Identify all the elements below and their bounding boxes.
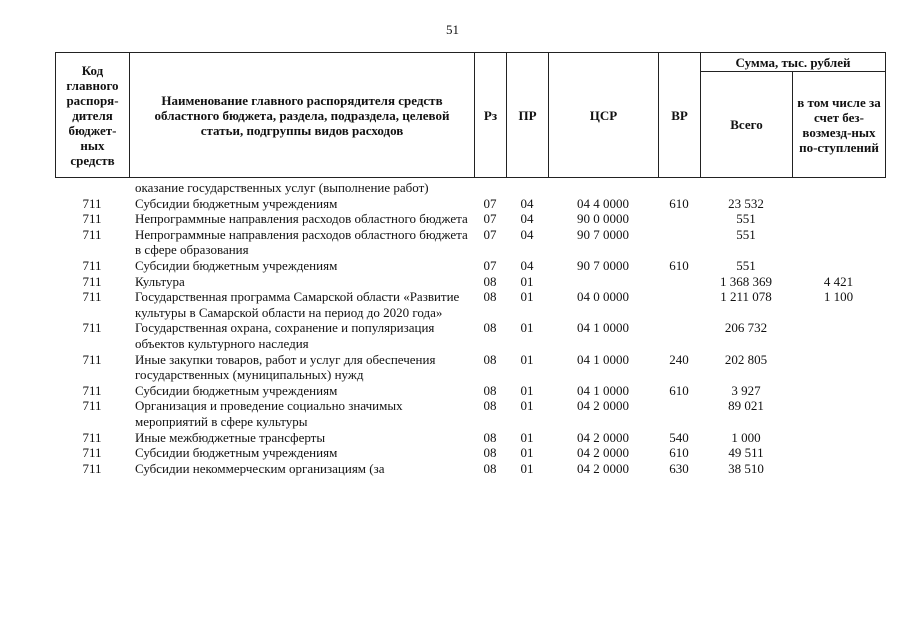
cell-vr [658, 320, 700, 351]
cell-name: оказание государственных услуг (выполнение работ) [135, 180, 429, 195]
cell-csr: 04 0 0000 [577, 289, 629, 305]
header-code: Код главного распоря-дителя бюджет-ных средств [56, 53, 130, 178]
cell-incl [792, 180, 885, 196]
cell-code: 711 [82, 273, 102, 289]
cell-incl [792, 211, 885, 227]
cell-name: Иные закупки товаров, работ и услуг для обеспечения государственных (муниципальных) нужд [135, 351, 436, 383]
cell-rz: 08 [483, 429, 497, 445]
cell-vr [658, 211, 700, 227]
cell-csr: 04 1 0000 [577, 351, 629, 367]
cell-vr [658, 274, 700, 290]
cell-incl: 1 100 [823, 289, 854, 305]
cell-code: 711 [82, 320, 102, 336]
cell-incl [792, 227, 885, 258]
cell-code: 711 [82, 257, 102, 273]
cell-pr: 01 [520, 429, 534, 445]
cell-name: Культура [135, 273, 185, 289]
cell-total: 23 532 [728, 195, 764, 211]
cell-code: 711 [82, 211, 102, 227]
cell-incl: 4 421 [823, 273, 854, 289]
cell-name: Организация и проведение социально значимых мероприятий в сфере культуры [135, 398, 403, 429]
cell-csr [548, 180, 658, 196]
cell-name: Непрограммные направления расходов областного бюджета в сфере образования [135, 226, 468, 258]
header-name: Наименование главного распорядителя средств областного бюджета, раздела, подраздела, целевой статьи, подгруппы видов расходов [130, 53, 475, 178]
cell-code: 711 [82, 398, 102, 414]
cell-code [55, 180, 129, 196]
cell-vr: 610 [669, 195, 689, 211]
cell-pr: 04 [520, 211, 534, 227]
cell-pr: 01 [520, 445, 534, 461]
cell-code: 711 [82, 445, 102, 461]
cell-name: Субсидии бюджетным учреждениям [135, 445, 338, 461]
cell-code: 711 [82, 351, 102, 367]
cell-total: 3 927 [731, 382, 761, 398]
cell-csr: 04 2 0000 [577, 445, 629, 461]
cell-csr: 04 1 0000 [577, 382, 629, 398]
cell-name: Субсидии бюджетным учреждениям [135, 195, 338, 211]
cell-total: 1 368 369 [720, 273, 772, 289]
cell-pr: 01 [520, 351, 534, 367]
cell-name: Субсидии некоммерческим организациям (за [135, 460, 385, 476]
cell-pr: 01 [520, 382, 534, 398]
cell-code: 711 [82, 289, 102, 305]
cell-rz: 07 [483, 257, 497, 273]
header-pr: ПР [507, 53, 549, 178]
table-body [55, 180, 885, 476]
cell-vr [658, 398, 700, 429]
cell-incl [792, 383, 885, 399]
cell-pr: 01 [520, 398, 534, 414]
cell-incl [792, 398, 885, 429]
table-row [55, 445, 885, 461]
header-incl: в том числе за счет без-возмезд-ных по-ступлений [793, 72, 886, 178]
cell-pr: 01 [520, 320, 534, 336]
cell-total: 551 [736, 226, 756, 242]
table-row [55, 180, 885, 196]
cell-rz: 08 [483, 398, 497, 414]
cell-code: 711 [82, 195, 102, 211]
header-sum-group: Сумма, тыс. рублей [701, 53, 886, 72]
cell-code: 711 [82, 460, 102, 476]
cell-pr: 01 [520, 460, 534, 476]
cell-total: 38 510 [728, 460, 764, 476]
table-row [55, 320, 885, 351]
cell-csr: 04 2 0000 [577, 398, 629, 414]
cell-rz: 07 [483, 211, 497, 227]
cell-rz: 07 [483, 226, 497, 242]
cell-name: Государственная программа Самарской области «Развитие культуры в Самарской области на период до 2020 года» [135, 289, 460, 320]
cell-total: 551 [736, 211, 756, 227]
cell-total: 1 211 078 [720, 289, 772, 305]
cell-vr [658, 227, 700, 258]
cell-vr: 610 [669, 445, 689, 461]
cell-total [700, 180, 792, 196]
cell-total: 49 511 [728, 445, 764, 461]
cell-incl [792, 461, 885, 477]
cell-name: Государственная охрана, сохранение и популяризация объектов культурного наследия [135, 320, 435, 351]
cell-name: Субсидии бюджетным учреждениям [135, 382, 338, 398]
cell-vr: 240 [669, 351, 689, 367]
cell-total: 206 732 [724, 320, 768, 336]
cell-rz: 08 [483, 351, 497, 367]
cell-vr [658, 180, 700, 196]
cell-code: 711 [82, 382, 102, 398]
table-row [55, 289, 885, 320]
cell-rz: 08 [483, 382, 497, 398]
cell-pr: 04 [520, 257, 534, 273]
table-row [55, 211, 885, 227]
page-number: 51 [446, 22, 459, 37]
cell-incl [792, 445, 885, 461]
table-row [55, 430, 885, 446]
cell-csr [548, 274, 658, 290]
cell-rz: 08 [483, 460, 497, 476]
cell-csr: 90 7 0000 [577, 257, 629, 273]
cell-pr [506, 180, 548, 196]
cell-rz: 08 [483, 289, 497, 305]
cell-code: 711 [82, 226, 102, 242]
header-csr: ЦСР [549, 53, 659, 178]
cell-vr: 610 [669, 257, 689, 273]
cell-vr: 610 [669, 382, 689, 398]
cell-incl [792, 258, 885, 274]
cell-vr: 630 [669, 460, 689, 476]
table-row [55, 274, 885, 290]
cell-rz [474, 180, 506, 196]
cell-pr: 01 [520, 273, 534, 289]
cell-rz: 08 [483, 320, 497, 336]
table-row [55, 227, 885, 258]
table-header [55, 52, 886, 178]
table-row [55, 383, 885, 399]
table-row [55, 461, 885, 477]
cell-total: 202 805 [724, 351, 768, 367]
cell-rz: 08 [483, 273, 497, 289]
header-rz: Рз [475, 53, 507, 178]
table-row [55, 352, 885, 383]
cell-csr: 90 7 0000 [577, 226, 629, 242]
header-total: Всего [701, 72, 793, 178]
table-row [55, 398, 885, 429]
cell-incl [792, 196, 885, 212]
cell-pr: 01 [520, 289, 534, 305]
cell-csr: 04 1 0000 [577, 320, 629, 336]
cell-name: Непрограммные направления расходов областного бюджета [135, 211, 468, 227]
cell-name: Субсидии бюджетным учреждениям [135, 257, 338, 273]
cell-vr [658, 289, 700, 320]
header-vr: ВР [659, 53, 701, 178]
cell-total: 1 000 [731, 429, 761, 445]
cell-csr: 04 2 0000 [577, 460, 629, 476]
cell-code: 711 [82, 429, 102, 445]
cell-csr: 04 2 0000 [577, 429, 629, 445]
cell-rz: 08 [483, 445, 497, 461]
cell-total: 551 [736, 257, 756, 273]
cell-vr: 540 [669, 429, 689, 445]
cell-pr: 04 [520, 195, 534, 211]
cell-incl [792, 352, 885, 383]
cell-incl [792, 430, 885, 446]
cell-csr: 04 4 0000 [577, 195, 629, 211]
cell-incl [792, 320, 885, 351]
table-row [55, 258, 885, 274]
cell-csr: 90 0 0000 [577, 211, 629, 227]
cell-name: Иные межбюджетные трансферты [135, 429, 326, 445]
cell-total: 89 021 [728, 398, 764, 414]
table-row [55, 196, 885, 212]
cell-pr: 04 [520, 226, 534, 242]
cell-rz: 07 [483, 195, 497, 211]
